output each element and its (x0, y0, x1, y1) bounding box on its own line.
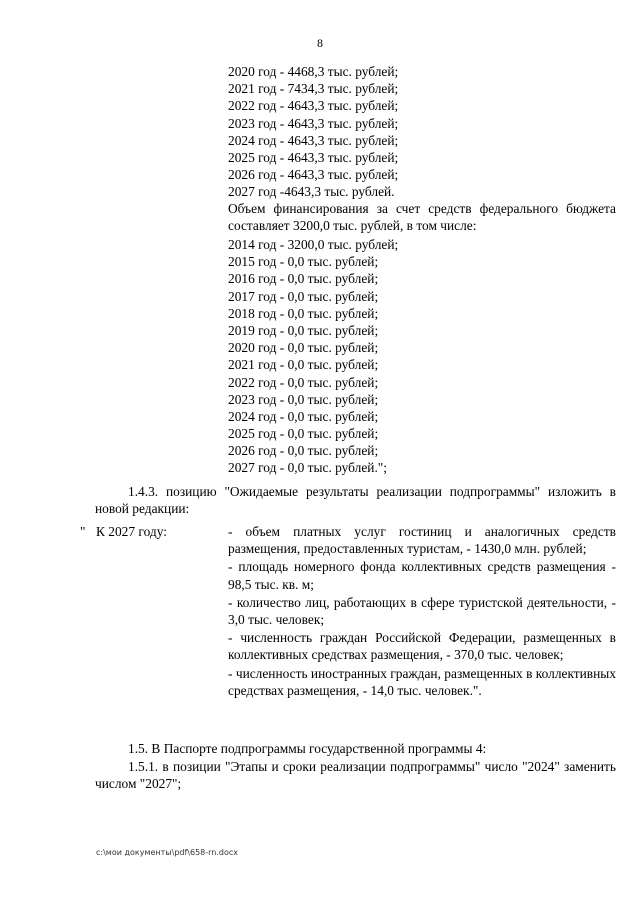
funding-line: 2022 год - 0,0 тыс. рублей; (228, 374, 379, 390)
result-item: - количество лиц, работающих в сфере туристской деятельности, - 3,0 тыс. человек; (228, 594, 616, 628)
document-file-path: c:\мои документы\pdf\658-rn.docx (96, 848, 239, 857)
paragraph-1-5-1-text: 1.5.1. в позиции "Этапы и сроки реализации подпрограммы" число "2024" заменить числом "2027"; (95, 759, 616, 792)
results-year-label: К 2027 году: (96, 524, 167, 539)
paragraph-1-4-3-text: 1.4.3. позицию "Ожидаемые результаты реализации подпрограммы" изложить в новой редакции: (95, 484, 616, 517)
result-item: - объем платных услуг гостиниц и аналогичных средств размещения, предоставленных туристам, - 1430,0 млн. рублей; (228, 524, 616, 557)
funding-line: 2024 год - 4643,3 тыс. рублей; (228, 132, 399, 148)
funding-list-total (228, 63, 616, 201)
funding-line: 2016 год - 0,0 тыс. рублей; (228, 271, 379, 287)
funding-line: 2023 год - 0,0 тыс. рублей; (228, 391, 379, 407)
funding-line: 2026 год - 4643,3 тыс. рублей; (228, 167, 399, 183)
funding-list-federal (228, 236, 616, 477)
funding-line: 2019 год - 0,0 тыс. рублей; (228, 322, 379, 338)
funding-line: 2017 год - 0,0 тыс. рублей; (228, 288, 379, 304)
funding-line: 2021 год - 0,0 тыс. рублей; (228, 357, 379, 373)
funding-line: 2027 год - 0,0 тыс. рублей."; (228, 460, 387, 476)
funding-line: 2021 год - 7434,3 тыс. рублей; (228, 81, 399, 97)
paragraph-1-5 (95, 740, 616, 757)
funding-line: 2018 год - 0,0 тыс. рублей; (228, 305, 379, 321)
federal-intro-text: Объем финансирования за счет средств федерального бюджета составляет 3200,0 тыс. рублей, в том числе: (228, 201, 616, 234)
paragraph-1-5-1 (95, 758, 616, 792)
result-item: - площадь номерного фонда коллективных средств размещения - 98,5 тыс. кв. м; (228, 559, 616, 592)
federal-funding-intro (228, 200, 616, 234)
funding-line: 2015 год - 0,0 тыс. рублей; (228, 254, 379, 270)
funding-line: 2025 год - 4643,3 тыс. рублей; (228, 149, 399, 165)
opening-quote-mark: " (80, 524, 86, 539)
funding-line: 2023 год - 4643,3 тыс. рублей; (228, 115, 399, 131)
funding-line: 2026 год - 0,0 тыс. рублей; (228, 443, 379, 459)
funding-line: 2025 год - 0,0 тыс. рублей; (228, 426, 379, 442)
funding-line: 2022 год - 4643,3 тыс. рублей; (228, 98, 399, 114)
funding-line: 2024 год - 0,0 тыс. рублей; (228, 408, 379, 424)
paragraph-1-5-text: 1.5. В Паспорте подпрограммы государственной программы 4: (128, 741, 487, 756)
funding-line: 2020 год - 4468,3 тыс. рублей; (228, 64, 399, 79)
page-number: 8 (317, 36, 323, 50)
paragraph-1-4-3 (95, 483, 616, 517)
funding-line: 2027 год -4643,3 тыс. рублей. (228, 184, 395, 200)
funding-line: 2014 год - 3200,0 тыс. рублей; (228, 237, 399, 252)
result-item: - численность граждан Российской Федерации, размещенных в коллективных средствах размещения, - 370,0 тыс. человек; (228, 630, 616, 663)
result-item: - численность иностранных граждан, размещенных в коллективных средствах размещения, - 14,0 тыс. человек.". (228, 665, 616, 698)
funding-line: 2020 год - 0,0 тыс. рублей; (228, 340, 379, 356)
expected-results-list (228, 523, 616, 700)
